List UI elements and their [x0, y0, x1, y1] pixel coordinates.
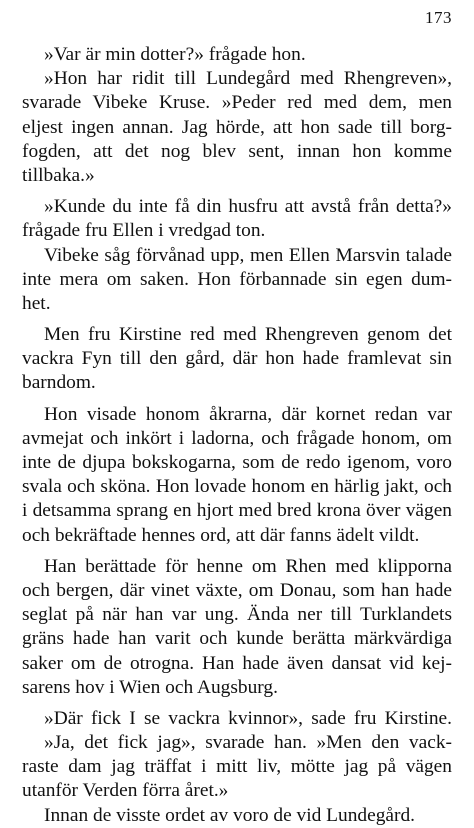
body-text [22, 43, 452, 828]
text-line: »Där fick I se vackra kvinnor», sade fru Kirstine. [44, 707, 452, 729]
text-line: Hon visade honom åkrarna, där kornet redan var [44, 403, 452, 425]
text-line: »Kunde du inte få din husfru att avstå från detta?» [44, 196, 452, 218]
text-line: »Var är min dotter?» frågade hon. [44, 44, 306, 65]
text-line: barndom. [22, 372, 96, 394]
text-line: vackra Fyn till den gård, där hon hade framlevat sin [22, 348, 452, 370]
text-line: seglat på när han var ung. Ända ner till Turklandets [22, 604, 452, 626]
text-line: tillbaka.» [22, 164, 95, 186]
text-line: Men fru Kirstine red med Rhengreven genom det [44, 324, 452, 346]
text-line: frågade fru Ellen i vredgad ton. [22, 220, 266, 242]
text-line: fogden, att det nog blev sent, innan hon komme [22, 140, 452, 162]
text-line: i detsamma sprang en hjort med bred krona över vägen [22, 500, 452, 522]
text-line: svarade Vibeke Kruse. »Peder red med dem, men [22, 92, 452, 114]
text-line: gräns hade han varit och kunde berätta märkvärdiga [22, 628, 452, 650]
text-line: svala och sköna. Hon lovade honom en härlig jakt, och [22, 476, 452, 498]
page-number: 173 [425, 8, 452, 27]
text-line: Innan de visste ordet av voro de vid Lundegård. [44, 804, 416, 826]
text-line: Han berättade för henne om Rhen med klipporna [44, 555, 452, 577]
text-line: och bekräftade hennes ord, att där fanns ädelt vildt. [22, 524, 420, 546]
text-line: och bergen, där vinet växte, om Donau, som han hade [22, 579, 452, 601]
text-line: inte mera om saken. Hon förbannade sin egen dum- [22, 268, 452, 290]
text-line: raste dam jag träffat i mitt liv, mötte jag på vägen [22, 756, 452, 778]
text-line: »Hon har ridit till Lundegård med Rhengreven», [44, 68, 452, 90]
text-line: eljest ingen annan. Jag hörde, att hon sade till borg- [22, 116, 452, 138]
text-line: sarens hov i Wien och Augsburg. [22, 676, 278, 698]
text-line: avmejat och inkört i ladorna, och frågade honom, om [22, 427, 452, 449]
text-line: Vibeke såg förvånad upp, men Ellen Marsvin talade [44, 244, 452, 266]
text-line: utanför Verden förra året.» [22, 780, 229, 802]
text-line: saker om de otrogna. Han hade även dansat vid kej- [22, 652, 452, 674]
text-line: »Ja, det fick jag», svarade han. »Men den vack- [44, 732, 452, 754]
text-line: inte de djupa bokskogarna, som de redo igenom, voro [22, 452, 452, 473]
text-line: het. [22, 292, 51, 314]
